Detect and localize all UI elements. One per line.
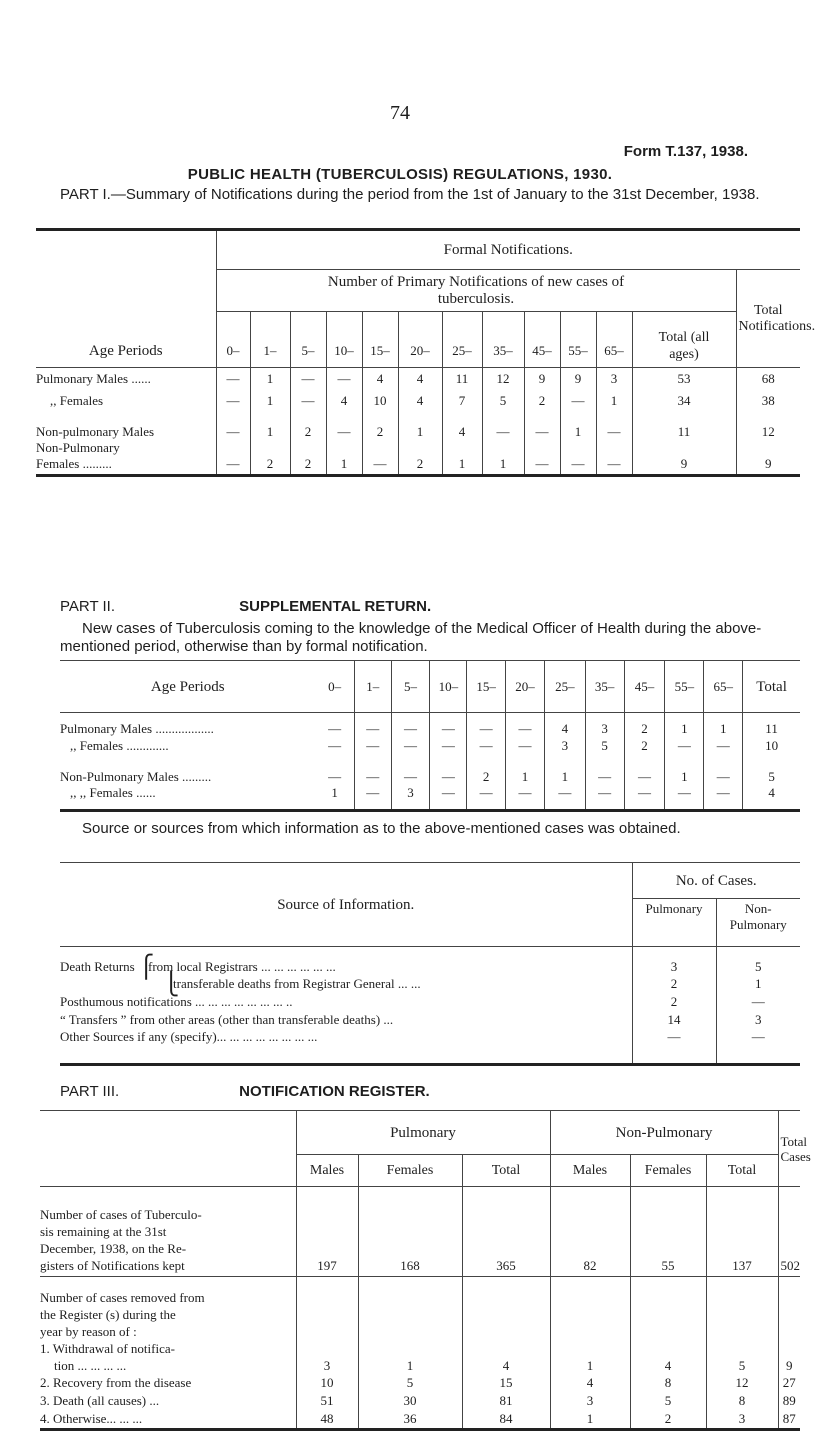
- p1-cell: —: [560, 440, 596, 476]
- p1-cell: —: [560, 390, 596, 412]
- p3-sub-header: Females: [630, 1155, 706, 1187]
- p2-cell: —: [430, 737, 467, 755]
- p2-total-cell: 11: [743, 713, 800, 737]
- p1-cell: 4: [398, 390, 442, 412]
- p2-cell: —: [430, 713, 467, 737]
- p3-cell: 197: [296, 1187, 358, 1277]
- p2-cell: —: [665, 785, 704, 811]
- p3-cell: 84: [462, 1410, 550, 1430]
- p1-cell: 4: [398, 368, 442, 390]
- p1-cell: —: [326, 412, 362, 440]
- p1-cell: 2: [290, 440, 326, 476]
- p1-cell: 12: [482, 368, 524, 390]
- p1-notifications-cell: 38: [736, 390, 800, 412]
- p1-cell: —: [362, 440, 398, 476]
- p1-cell: 3: [596, 368, 632, 390]
- p2-cell: —: [430, 755, 467, 785]
- death-returns-label: Death Returns: [60, 958, 135, 974]
- p3-sub-header: Total: [462, 1155, 550, 1187]
- p1-age-col-9: 55–: [560, 312, 596, 368]
- p3-cell: 8: [706, 1392, 778, 1410]
- p3-cell: 3: [296, 1277, 358, 1374]
- p3-sub-header: Total: [706, 1155, 778, 1187]
- p3-cell: 5: [630, 1392, 706, 1410]
- p1-cell: 2: [290, 412, 326, 440]
- p3-total-cell: 89: [778, 1392, 800, 1410]
- part3-heading: [60, 1083, 430, 1100]
- no-of-cases-header: No. of Cases.: [632, 863, 800, 899]
- p3-sub-header: Males: [296, 1155, 358, 1187]
- p2-cell: —: [544, 785, 585, 811]
- p1-age-col-5: 20–: [398, 312, 442, 368]
- p2-cell: 2: [624, 737, 665, 755]
- p3-cell: 81: [462, 1392, 550, 1410]
- p2-age-col-7: 35–: [585, 661, 624, 713]
- source-of-information-header: Source of Information.: [60, 863, 632, 947]
- p3-row-label: 2. Recovery from the disease: [40, 1374, 192, 1390]
- p3-cell: 15: [462, 1374, 550, 1392]
- p3-total-cell: 9: [778, 1277, 800, 1374]
- part3-table: [40, 1110, 811, 1431]
- source-non-pulmonary-cell: 1: [716, 975, 800, 993]
- p2-cell: —: [328, 768, 342, 784]
- p1-total-cell: 9: [632, 440, 736, 476]
- p1-age-col-3: 10–: [326, 312, 362, 368]
- page-number: 74: [390, 102, 410, 124]
- source-non-pulmonary-cell: 5: [716, 947, 800, 975]
- p3-label-line: the Register (s) during the: [40, 1306, 176, 1322]
- p3-cell: 10: [296, 1374, 358, 1392]
- p3-cell: 1: [550, 1410, 630, 1430]
- p1-row-label: Pulmonary Males ......: [36, 370, 151, 386]
- p3-cell: 82: [550, 1187, 630, 1277]
- p3-sub-header: Females: [358, 1155, 462, 1187]
- p1-cell: 9: [560, 368, 596, 390]
- p2-row-label: Pulmonary Males ..................: [60, 720, 214, 736]
- p1-age-col-10: 65–: [596, 312, 632, 368]
- p1-cell: 1: [442, 440, 482, 476]
- p2-age-col-10: 65–: [704, 661, 743, 713]
- p3-cell: 55: [630, 1187, 706, 1277]
- source-row-local-registrars: [60, 947, 632, 979]
- p1-row-label: [36, 440, 216, 476]
- p2-cell: —: [704, 785, 743, 811]
- p2-cell: 3: [585, 713, 624, 737]
- p2-cell: —: [391, 713, 430, 737]
- p2-age-periods-header: Age Periods: [60, 661, 316, 713]
- p3-cell: 137: [706, 1187, 778, 1277]
- p2-age-col-9: 55–: [665, 661, 704, 713]
- p2-cell: 1: [331, 784, 338, 800]
- source-label: “ Transfers ” from other areas (other than transferable deaths) ...: [60, 1011, 394, 1027]
- source-non-pulmonary-cell: 3: [716, 1011, 800, 1029]
- p2-cell: 1: [665, 755, 704, 785]
- p1-cell: 1: [560, 412, 596, 440]
- p2-cell: —: [328, 720, 342, 736]
- p3-label-line: year by reason of :: [40, 1323, 137, 1339]
- source-pulmonary-header: Pulmonary: [632, 899, 716, 947]
- p1-cell: —: [216, 412, 250, 440]
- total-notifications-header: Total Notifications.: [736, 270, 800, 368]
- part2-table: [60, 660, 800, 812]
- part2-label: PART II.: [60, 598, 116, 615]
- p2-cell: 3: [544, 737, 585, 755]
- p2-cell: —: [467, 785, 506, 811]
- p1-cell: —: [524, 412, 560, 440]
- p3-cell: 2: [630, 1410, 706, 1430]
- p2-cell: 5: [585, 737, 624, 755]
- p3-total-cases-header: Total Cases: [778, 1111, 800, 1187]
- brace-open-icon: ⎧: [137, 953, 155, 979]
- p1-cell: 2: [398, 440, 442, 476]
- p1-cell: 1: [250, 368, 290, 390]
- p1-cell: —: [290, 368, 326, 390]
- p2-total-cell: 4: [743, 785, 800, 811]
- p3-cell: 4: [630, 1277, 706, 1374]
- source-pulmonary-cell: 3: [632, 947, 716, 975]
- p2-cell: 3: [391, 785, 430, 811]
- source-label: Posthumous notifications ... ... ... ... ... ... ... ..: [60, 993, 293, 1009]
- p2-cell: 1: [665, 713, 704, 737]
- p1-notifications-cell: 12: [736, 412, 800, 440]
- p3-cell: 1: [550, 1277, 630, 1374]
- p3-sub-header: Males: [550, 1155, 630, 1187]
- p2-age-col-2: 5–: [391, 661, 430, 713]
- p2-total-cell: 5: [743, 755, 800, 785]
- p2-cell: —: [506, 737, 545, 755]
- p2-cell: —: [585, 785, 624, 811]
- p2-cell: —: [624, 785, 665, 811]
- p1-cell: 1: [326, 440, 362, 476]
- p3-cell: 4: [550, 1374, 630, 1392]
- p2-age-col-4: 15–: [467, 661, 506, 713]
- p1-row-label-line1: Non-Pulmonary: [36, 439, 120, 455]
- p1-age-col-4: 15–: [362, 312, 398, 368]
- p1-cell: 2: [250, 440, 290, 476]
- p3-total-cell: 502: [778, 1187, 800, 1277]
- p3-pulmonary-header: Pulmonary: [296, 1111, 550, 1155]
- p2-cell: —: [506, 713, 545, 737]
- p2-age-col-1: 1–: [354, 661, 391, 713]
- part1-table: [36, 228, 815, 477]
- p2-age-col-3: 10–: [430, 661, 467, 713]
- form-identifier: Form T.137, 1938.: [623, 143, 748, 160]
- formal-notifications-header: Formal Notifications.: [216, 230, 800, 270]
- p1-cell: —: [216, 440, 250, 476]
- p2-cell: —: [704, 737, 743, 755]
- p1-age-col-2: 5–: [290, 312, 326, 368]
- p2-cell: 1: [544, 755, 585, 785]
- p3-cell: 51: [296, 1392, 358, 1410]
- p3-label-line: Number of cases removed from: [40, 1289, 205, 1305]
- p2-cell: —: [354, 713, 391, 737]
- p1-cell: 10: [362, 390, 398, 412]
- p2-cell: —: [467, 737, 506, 755]
- part3-title: NOTIFICATION REGISTER.: [239, 1083, 430, 1100]
- primary-notifications-header: Number of Primary Notifications of new cases of tuberculosis.: [216, 270, 736, 312]
- p2-cell: —: [704, 755, 743, 785]
- p1-notifications-cell: 9: [736, 440, 800, 476]
- p1-cell: 4: [442, 412, 482, 440]
- p1-cell: 1: [596, 390, 632, 412]
- brace-close-icon: ⎩: [163, 970, 180, 996]
- source-pulmonary-cell: 14: [632, 1011, 716, 1029]
- p3-removed-label: [40, 1277, 296, 1374]
- main-title: PUBLIC HEALTH (TUBERCULOSIS) REGULATIONS, 1930.: [187, 166, 613, 183]
- p1-total-cell: 34: [632, 390, 736, 412]
- p1-age-col-1: 1–: [250, 312, 290, 368]
- p1-age-col-8: 45–: [524, 312, 560, 368]
- p1-cell: 2: [362, 412, 398, 440]
- part2-description: New cases of Tuberculosis coming to the knowledge of the Medical Officer of Health during the above-mentioned period, otherwise than by formal notification.: [60, 620, 762, 655]
- source-label: from local Registrars ... ... ... ... ... ...: [147, 958, 336, 974]
- p3-row-label: 3. Death (all causes) ...: [40, 1392, 160, 1408]
- source-non-pulmonary-cell: —: [716, 993, 800, 1011]
- p1-cell: 11: [442, 368, 482, 390]
- p2-cell: 1: [506, 755, 545, 785]
- p3-row-label: 4. Otherwise... ... ...: [40, 1410, 143, 1426]
- part3-label: PART III.: [60, 1083, 120, 1100]
- p1-cell: 4: [326, 390, 362, 412]
- p1-cell: —: [524, 440, 560, 476]
- p2-cell: 1: [704, 713, 743, 737]
- p2-cell: —: [585, 755, 624, 785]
- p1-cell: 1: [482, 440, 524, 476]
- p1-age-col-6: 25–: [442, 312, 482, 368]
- p1-cell: 5: [482, 390, 524, 412]
- source-non-pulmonary-header: Non-Pulmonary: [716, 899, 800, 947]
- p3-label-line: sis remaining at the 31st: [40, 1224, 167, 1239]
- source-label: Other Sources if any (specify)... ... ... ... ... ... ... ...: [60, 1028, 318, 1044]
- p2-cell: 4: [544, 713, 585, 737]
- p3-label-line: Number of cases of Tuberculo-: [40, 1207, 202, 1222]
- p1-total-cell: 53: [632, 368, 736, 390]
- p3-total-cell: 27: [778, 1374, 800, 1392]
- p2-cell: —: [391, 755, 430, 785]
- source-intro: Source or sources from which information as to the above-mentioned cases was obtained.: [82, 820, 681, 837]
- p3-cell: 168: [358, 1187, 462, 1277]
- source-table: [60, 862, 800, 1066]
- p2-cell: —: [354, 737, 391, 755]
- p2-age-col-5: 20–: [506, 661, 545, 713]
- p2-cell: 2: [467, 755, 506, 785]
- source-label: transferable deaths from Registrar General ... ...: [173, 975, 421, 991]
- p2-cell: —: [430, 785, 467, 811]
- source-pulmonary-cell: —: [632, 1029, 716, 1065]
- p1-total-all-ages-header: Total (all ages): [632, 312, 736, 368]
- p2-total-header: Total: [743, 661, 800, 713]
- part1-age-periods-header: Age Periods: [88, 343, 163, 359]
- p1-cell: —: [216, 368, 250, 390]
- p2-row-label: ,, Females .............: [70, 737, 169, 753]
- p1-cell: —: [290, 390, 326, 412]
- p2-cell: 2: [624, 713, 665, 737]
- p2-cell: —: [467, 713, 506, 737]
- p3-cell: 5: [706, 1277, 778, 1374]
- p1-cell: —: [326, 368, 362, 390]
- source-pulmonary-cell: 2: [632, 975, 716, 993]
- p1-cell: 1: [250, 390, 290, 412]
- p3-label-line: 1. Withdrawal of notifica-: [40, 1340, 175, 1356]
- p1-cell: —: [216, 390, 250, 412]
- p1-age-col-7: 35–: [482, 312, 524, 368]
- p3-cell: 48: [296, 1410, 358, 1430]
- p1-notifications-cell: 68: [736, 368, 800, 390]
- p1-cell: 1: [250, 412, 290, 440]
- p3-cell: 36: [358, 1410, 462, 1430]
- p1-cell: —: [596, 412, 632, 440]
- p3-label-line: December, 1938, on the Re-: [40, 1241, 187, 1256]
- part2-title: SUPPLEMENTAL RETURN.: [239, 598, 432, 615]
- p1-age-col-0: 0–: [216, 312, 250, 368]
- p1-cell: 9: [524, 368, 560, 390]
- p2-row-label: Non-Pulmonary Males .........: [60, 768, 212, 784]
- p1-cell: —: [596, 440, 632, 476]
- p3-cell: 1: [358, 1277, 462, 1374]
- p2-cell: —: [624, 755, 665, 785]
- p3-cell: 5: [358, 1374, 462, 1392]
- p3-cell: 4: [462, 1277, 550, 1374]
- source-non-pulmonary-cell: —: [716, 1029, 800, 1065]
- p2-cell: —: [354, 785, 391, 811]
- p2-cell: —: [665, 737, 704, 755]
- part1-description: PART I.—Summary of Notifications during the period from the 1st of January to the 31st December, 1938.: [60, 186, 760, 203]
- p2-cell: —: [354, 755, 391, 785]
- p1-row-label: Non-pulmonary Males: [36, 423, 155, 439]
- p1-row-label: ,, Females: [50, 392, 104, 408]
- p3-total-cell: 87: [778, 1410, 800, 1430]
- p3-remaining-label: [40, 1187, 296, 1277]
- p1-cell: 4: [362, 368, 398, 390]
- p1-total-cell: 11: [632, 412, 736, 440]
- p2-age-col-6: 25–: [544, 661, 585, 713]
- p2-cell: —: [328, 737, 342, 753]
- p1-row-label-line2: Females .........: [36, 455, 112, 471]
- p3-non-pulmonary-header: Non-Pulmonary: [550, 1111, 778, 1155]
- p3-cell: 12: [706, 1374, 778, 1392]
- p2-cell: —: [506, 785, 545, 811]
- p2-total-cell: 10: [743, 737, 800, 755]
- p3-label-line: gisters of Notifications kept: [40, 1258, 185, 1273]
- p3-label-line: tion ... ... ... ...: [54, 1357, 127, 1373]
- p1-cell: 1: [398, 412, 442, 440]
- part2-heading: [60, 598, 431, 615]
- source-pulmonary-cell: 2: [632, 993, 716, 1011]
- p1-cell: 2: [524, 390, 560, 412]
- p3-cell: 365: [462, 1187, 550, 1277]
- p1-cell: —: [482, 412, 524, 440]
- p3-cell: 3: [706, 1410, 778, 1430]
- p2-row-label: ,, ,, Females ......: [70, 784, 156, 800]
- p3-cell: 3: [550, 1392, 630, 1410]
- p3-cell: 8: [630, 1374, 706, 1392]
- p1-cell: 7: [442, 390, 482, 412]
- p3-cell: 30: [358, 1392, 462, 1410]
- p2-age-col-8: 45–: [624, 661, 665, 713]
- p2-cell: —: [391, 737, 430, 755]
- p2-age-col-0: 0–: [316, 661, 355, 713]
